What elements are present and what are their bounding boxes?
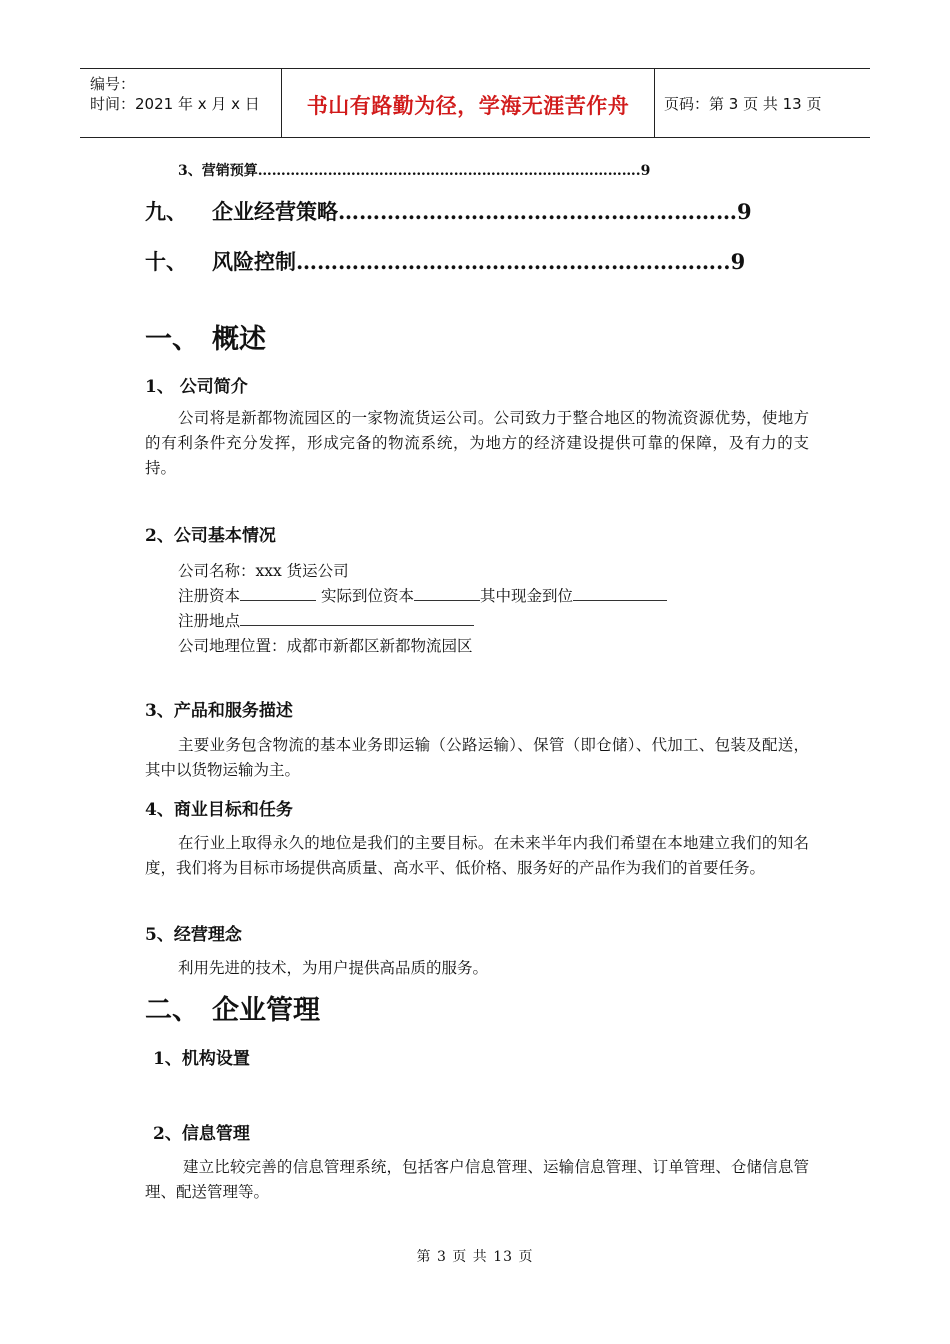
- paid-capital-blank[interactable]: [414, 586, 480, 601]
- reg-place-label: 注册地点: [178, 612, 241, 630]
- toc-item-label: 风险控制……………………………………………………..9: [212, 249, 746, 274]
- toc-item-label: 企业经营策略…………………………………………………9: [212, 199, 752, 224]
- reg-capital-blank[interactable]: [240, 586, 316, 601]
- capital-line: [178, 584, 667, 606]
- cash-label: 其中现金到位: [479, 587, 573, 605]
- paid-capital-label: 实际到位资本: [320, 587, 414, 605]
- toc-item-risk[interactable]: [145, 246, 745, 276]
- section-title: 概述: [212, 324, 266, 355]
- paragraph-philosophy: 利用先进的技术，为用户提供高品质的服务。: [178, 959, 489, 977]
- paragraph-info-management: 建立比较完善的信息管理系统，包括客户信息管理、运输信息管理、订单管理、仓储信息管理、配送管理等。: [145, 1158, 809, 1201]
- paragraph-goals: 在行业上取得永久的地位是我们的主要目标。在未来半年内我们希望在本地建立我们的知名度，我们将为目标市场提供高质量、高水平、低价格、服务好的产品作为我们的首要任务。: [145, 834, 809, 877]
- company-name-line: 公司名称：xxx 货运公司: [178, 562, 349, 580]
- subheading-products: 3、产品和服务描述: [145, 701, 293, 721]
- location-line: 公司地理位置：成都市新都区新都物流园区: [178, 637, 473, 655]
- subheading-info-management: 2、信息管理: [153, 1124, 250, 1144]
- paragraph-products: 主要业务包含物流的基本业务即运输（公路运输）、保管（即仓储）、代加工、包装及配送，其中以货物运输为主。: [145, 736, 809, 779]
- subheading-company-basics: 2、公司基本情况: [145, 526, 276, 546]
- header-page-cell: [664, 69, 870, 137]
- toc-item-number: 九、: [145, 199, 187, 224]
- header-serial-label: 编号：: [90, 75, 136, 93]
- cash-blank[interactable]: [573, 586, 667, 601]
- subheading-organization: 1、机构设置: [153, 1049, 250, 1069]
- header-page-info: 页码：第 3 页 共 13 页: [664, 95, 822, 113]
- reg-place-blank[interactable]: [240, 611, 474, 626]
- section-title: 企业管理: [212, 995, 320, 1026]
- toc-item-number: 十、: [145, 249, 187, 274]
- header-motto: 书山有路勤为径，学海无涯苦作舟: [306, 93, 630, 118]
- paragraph-company-intro: 公司将是新都物流园区的一家物流货运公司。公司致力于整合地区的物流资源优势，使地方的有利条件充分发挥，形成完备的物流系统，为地方的经济建设提供可靠的保障，及有力的支持。: [145, 409, 809, 477]
- header-motto-cell: [281, 69, 655, 137]
- subheading-company-intro: 1、 公司简介: [145, 377, 248, 397]
- section-number: 二、: [145, 995, 199, 1026]
- header-meta: [80, 69, 280, 137]
- page-footer: 第 3 页 共 13 页: [416, 1249, 534, 1265]
- page-header: [80, 68, 870, 138]
- section-heading-overview: [145, 317, 266, 356]
- section-heading-management: [145, 988, 320, 1027]
- header-date: 时间：2021 年 x 月 x 日: [90, 95, 260, 113]
- toc-item-strategy[interactable]: [145, 196, 752, 226]
- reg-place-line: [178, 609, 474, 631]
- section-number: 一、: [145, 324, 199, 355]
- subheading-goals: 4、商业目标和任务: [145, 800, 293, 820]
- subheading-philosophy: 5、经营理念: [145, 925, 242, 945]
- toc-item-marketing-budget[interactable]: 3、营销预算……………………………………………………………………….9: [178, 163, 651, 179]
- reg-capital-label: 注册资本: [178, 587, 241, 605]
